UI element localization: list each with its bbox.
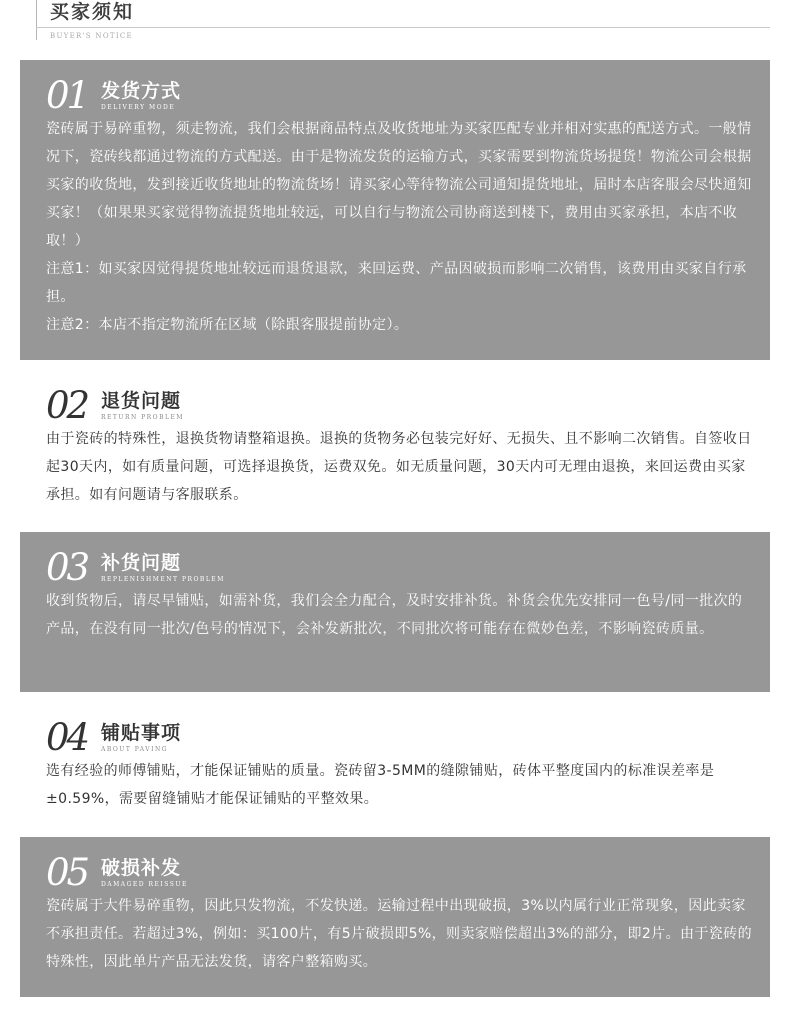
section-paragraph: 注意2：本店不指定物流所在区域（除跟客服提前协定）。 <box>46 317 409 333</box>
section-title: 补货问题 <box>101 552 182 574</box>
page-title: 买家须知 <box>50 1 135 23</box>
header-horizontal-divider <box>36 27 770 28</box>
section-header <box>20 532 770 589</box>
section-body <box>46 587 754 643</box>
section-header <box>20 370 770 427</box>
section-english-title: ABOUT PAVING <box>101 746 169 753</box>
section-title: 铺贴事项 <box>101 722 182 744</box>
section-paragraph: 选有经验的师傅铺贴，才能保证铺贴的质量。瓷砖留3-5MM的缝隙铺贴，砖体平整度国内的标准误差率是±0.59%，需要留缝铺贴才能保证铺贴的平整效果。 <box>46 763 715 807</box>
section-paragraph: 注意1：如买家因觉得提货地址较远而退货退款，来回运费、产品因破损而影响二次销售，该费用由买家自行承担。 <box>46 261 747 305</box>
section-english-title: REPLENISHMENT PROBLEM <box>101 576 225 583</box>
section-number: 05 <box>46 851 88 894</box>
section-paragraph: 瓷砖属于易碎重物，须走物流，我们会根据商品特点及收货地址为买家匹配专业并相对实惠的配送方式。一般情况下，瓷砖线都通过物流的方式配送。由于是物流发货的运输方式，买家需要到物流货场提货！物流公司会根据买家的收货地，发到接近收货地址的物流货场！请买家心等待物流公司通知提货地址，届时本店客服会尽快通知买家！（如果果买家觉得物流提货地址较远，可以自行与物流公司协商送到楼下，费用由买家承担，本店不收取！） <box>46 121 752 249</box>
section-paragraph: 由于瓷砖的特殊性，退换货物请整箱退换。退换的货物务必包装完好好、无损失、且不影响二次销售。自签收日起30天内，如有质量问题，可选择退换货，运费双免。如无质量问题，30天内可无理由退换，来回运费由买家承担。如有问题请与客服联系。 <box>46 431 752 503</box>
section-body <box>46 425 754 509</box>
section-title: 发货方式 <box>101 80 182 102</box>
section-body <box>46 757 754 813</box>
section-header <box>20 837 770 894</box>
section-header <box>20 60 770 117</box>
section-paragraph: 收到货物后，请尽早铺贴，如需补货，我们会全力配合，及时安排补货。补货会优先安排同一色号/同一批次的产品，在没有同一批次/色号的情况下，会补发新批次，不同批次将可能存在微妙色差，不影响瓷砖质量。 <box>46 593 743 637</box>
section-number: 04 <box>46 716 88 759</box>
section-body <box>46 892 754 976</box>
section-number: 02 <box>46 384 88 427</box>
section-number: 03 <box>46 546 88 589</box>
section-body <box>46 115 754 339</box>
section-number: 01 <box>46 74 88 117</box>
header-vertical-divider <box>36 0 37 40</box>
section-delivery-mode <box>20 60 770 360</box>
section-header <box>20 702 770 759</box>
section-english-title: DAMAGED REISSUE <box>101 881 188 888</box>
section-paragraph: 瓷砖属于大件易碎重物，因此只发物流，不发快递。运输过程中出现破损，3%以内属行业正常现象，因此卖家不承担责任。若超过3%，例如：买100片，有5片破损即5%，则卖家赔偿超出3%的部分，即2片。由于瓷砖的特殊性，因此单片产品无法发货，请客户整箱购买。 <box>46 898 752 970</box>
section-about-paving <box>20 702 770 822</box>
section-english-title: RETURN PROBLEM <box>101 414 185 421</box>
section-damaged-reissue <box>20 837 770 997</box>
section-title: 退货问题 <box>101 390 182 412</box>
section-title: 破损补发 <box>101 857 182 879</box>
page-subtitle: BUYER'S NOTICE <box>50 32 133 40</box>
section-return-problem <box>20 370 770 520</box>
notice-header <box>0 0 790 50</box>
section-replenishment-problem <box>20 532 770 692</box>
section-english-title: DELIVERY MODE <box>101 104 176 111</box>
